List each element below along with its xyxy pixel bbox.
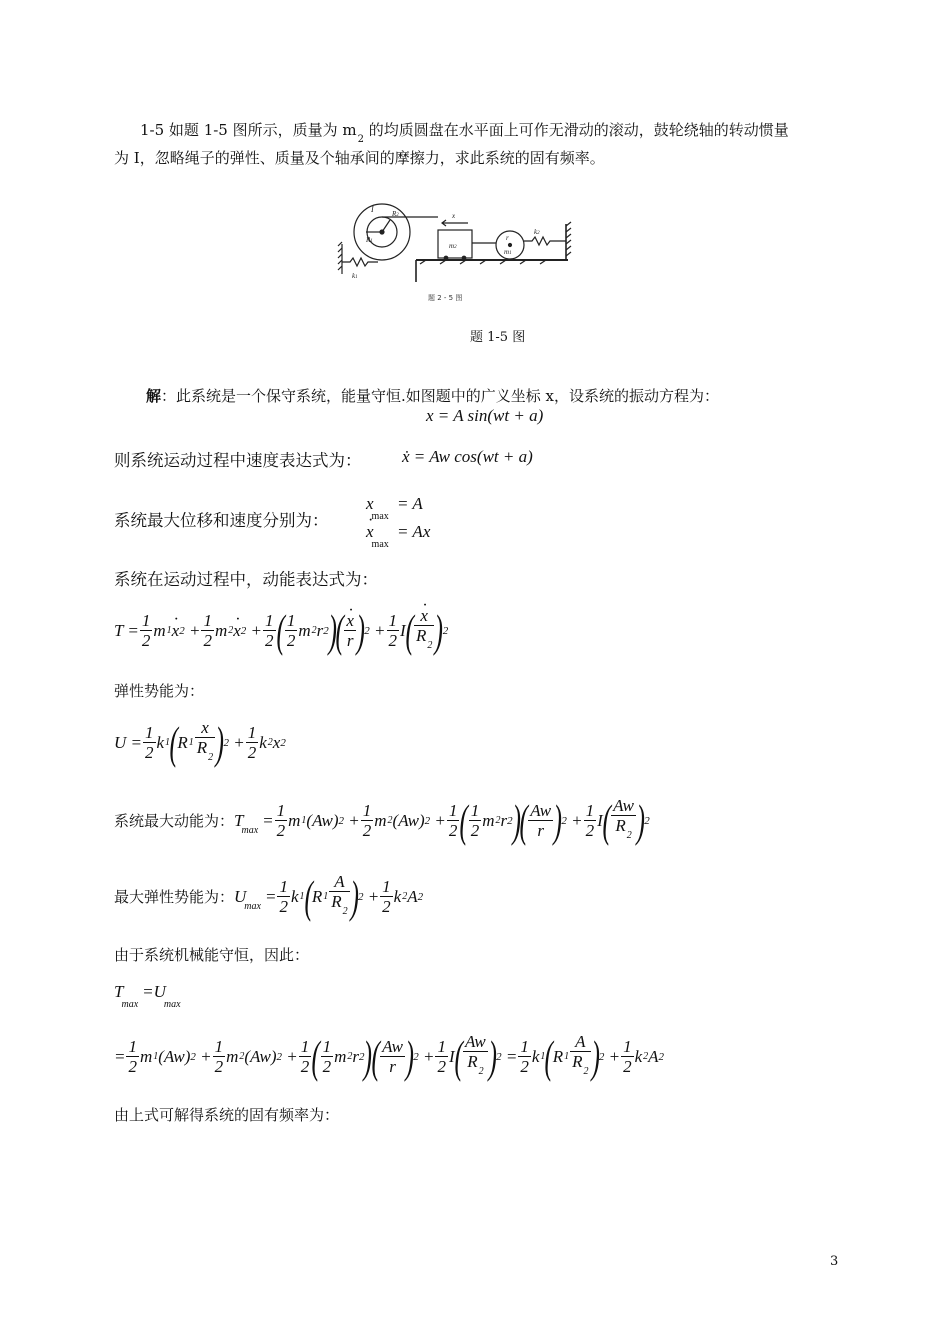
label-k1: k1 <box>352 272 358 280</box>
figure-caption: 题 1-5 图 <box>470 330 526 345</box>
figure-inner-caption: 题 2 - 5 图 <box>428 294 463 302</box>
label-R2: R2 <box>392 210 399 218</box>
label-r: r <box>506 234 509 242</box>
velocity-equation: ẋ = Aw cos(wt + a) <box>402 447 533 466</box>
kinetic-label: 系统在运动过程中，动能表达式为： <box>114 570 378 589</box>
label-R1: R1 <box>366 236 373 244</box>
label-x: x <box>452 212 456 220</box>
potential-label: 弹性势能为： <box>114 682 205 700</box>
label-I: I <box>371 205 374 214</box>
label-k2: k2 <box>534 228 540 236</box>
tmax-row: 系统最大动能为： T max = $\frac{1}{2}$ m 1 (Aw) 2 + $\frac{1}{2}$ m 2 (Aw) 2 + $\frac{1}{2}$ ( $\frac{1}{2}$ m 2 r 2 ) ( $\frac{Aw}{r}$ ) 2 + $\frac{1}{2}$ I ( $\frac{Aw}{R_2}$ ) 2 <box>114 794 650 846</box>
tmax-umax-equation: $T_{max}=U_{max}$ <box>114 982 181 1010</box>
page-number: 3 <box>830 1254 839 1269</box>
mechanism-diagram <box>330 196 575 308</box>
label-m2: m2 <box>449 242 457 250</box>
solution-intro: 解：此系统是一个保守系统，能量守恒.如图题中的广义坐标 x，设系统的振动方程为： <box>146 387 720 405</box>
kinetic-equation: T = $\frac{1}{2}$ m 1 · x 2 + $\frac{1}{2}$ m 2 · x 2 + $\frac{1}{2}$ ( $\frac{1}{2}$ m 2 r 2 ) ( · $\frac{x}{r}$ ) 2 + $\frac{1}{2}$ I ( · $\frac{x}{R_2}$ ) 2 <box>114 606 448 655</box>
problem-line-1: 1-5 如题 1-5 图所示，质量为 $m_2$ 的均质圆盘在水平面上可作无滑动的滚动，鼓轮绕轴的转动惯量 <box>140 121 789 145</box>
umax-row: 最大弹性势能为： U max = $\frac{1}{2}$ k 1 ( R 1 $\frac{A}{R_2}$ ) 2 + $\frac{1}{2}$ k 2 A 2 <box>114 870 424 922</box>
conservation-label: 由于系统机械能守恒，因此： <box>114 946 310 964</box>
vmax-equation: · $x_{max} = Ax$ <box>366 522 430 542</box>
motion-equation: x = A sin(wt + a) <box>426 406 544 425</box>
result-label: 由上式可解得系统的固有频率为： <box>114 1106 340 1124</box>
label-m1: m1 <box>504 248 512 256</box>
problem-line-2: 为 I，忽略绳子的弹性、质量及个轴承间的摩擦力，求此系统的固有频率。 <box>114 149 605 167</box>
conservation-equation: = $\frac{1}{2}$ m 1 (Aw) 2 + $\frac{1}{2}$ m 2 (Aw) 2 + $\frac{1}{2}$ ( $\frac{1}{2}$ m 2 r 2 ) ( $\frac{Aw}{r}$ ) 2 + $\frac{1}{2}$ I ( $\frac{Aw}{R_2}$ ) 2 = $\frac{1}{2}$ k 1 ( R 1 $\frac{A}{R_2}$ ) 2 + $\frac{1}{2}$ k 2 A 2 <box>114 1030 664 1082</box>
potential-equation: U = $\frac{1}{2}$ k 1 ( R 1 $\frac{x}{R_2}$ ) 2 + $\frac{1}{2}$ k 2 x 2 <box>114 716 286 768</box>
xmax-equation: $x_{max} = A$ <box>366 494 423 522</box>
mechanism-figure <box>330 196 575 308</box>
velocity-label: 则系统运动过程中速度表达式为： <box>114 451 362 470</box>
maxima-label: 系统最大位移和速度分别为： <box>114 511 329 530</box>
